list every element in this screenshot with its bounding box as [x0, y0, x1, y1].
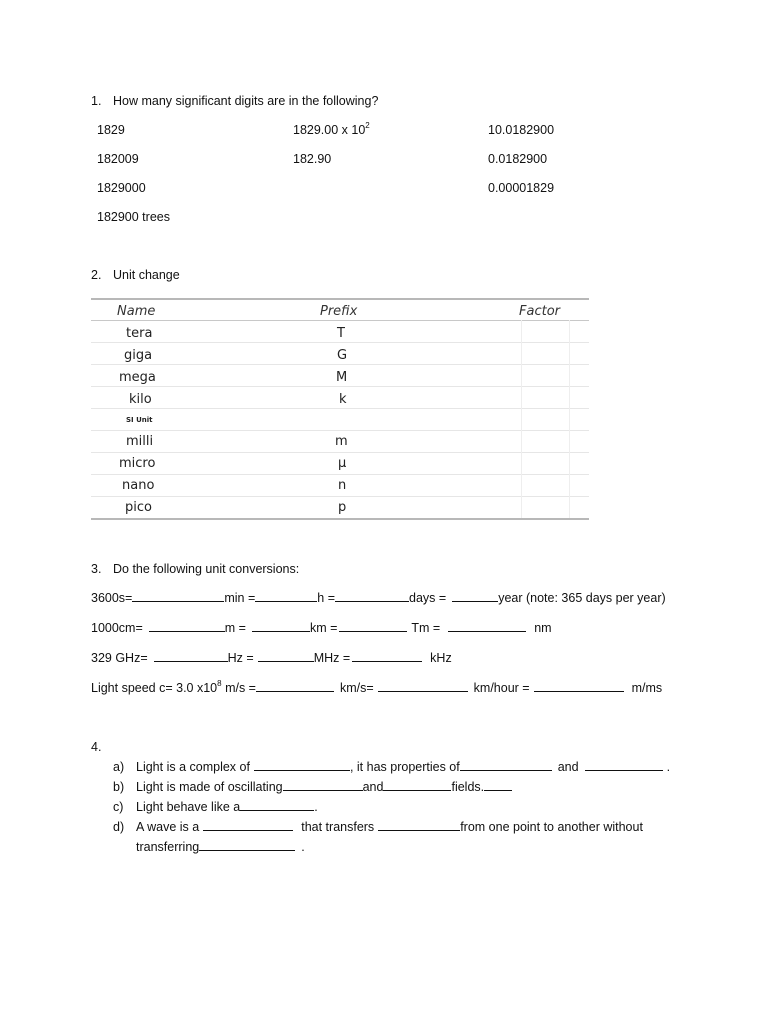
number-item: 1829000: [97, 181, 146, 195]
answer-blank[interactable]: [460, 769, 552, 771]
question-number: 2.: [91, 268, 102, 282]
column-header-name: Name: [117, 304, 156, 319]
answer-blank[interactable]: [255, 600, 317, 602]
conversion-line-1: 3600s= min = h = days = year (note: 365 days per year): [91, 591, 666, 605]
answer-blank[interactable]: [132, 600, 224, 602]
table-header-rule: [91, 320, 589, 321]
list-letter: a): [113, 760, 125, 774]
number-item: 1829.00 x $10^2$: [293, 120, 370, 137]
prefix-name: pico: [125, 500, 152, 515]
number-item: 182009: [97, 152, 139, 166]
answer-blank[interactable]: [252, 630, 310, 632]
answer-blank[interactable]: [258, 660, 314, 662]
unit-prefix-table: [91, 298, 589, 521]
prefix-symbol: G: [337, 348, 348, 363]
prefix-symbol: M: [336, 370, 348, 385]
number-item: 182.90: [293, 152, 332, 166]
answer-blank[interactable]: [352, 660, 422, 662]
column-header-prefix: Prefix: [320, 304, 358, 319]
number-item: 0.00001829: [488, 181, 555, 195]
answer-blank[interactable]: [199, 849, 295, 851]
question-text: How many significant digits are in the following?: [113, 94, 379, 108]
answer-blank[interactable]: [254, 769, 350, 771]
number-item: 182900 trees: [97, 210, 170, 224]
answer-blank[interactable]: [585, 769, 663, 771]
conversion-line-2: 1000cm= m = km = Tm = nm: [91, 621, 552, 635]
prefix-name: tera: [126, 326, 153, 341]
answer-blank[interactable]: [448, 630, 526, 632]
question-text: Unit change: [113, 268, 180, 282]
question-number: 3.: [91, 562, 102, 576]
list-letter: c): [113, 800, 124, 814]
prefix-symbol: T: [337, 326, 345, 341]
list-item-d-continued: transferring .: [136, 840, 305, 854]
question-number: 4.: [91, 740, 102, 754]
answer-blank[interactable]: [154, 660, 228, 662]
prefix-name: kilo: [129, 392, 152, 407]
number-item: 1829: [97, 123, 125, 137]
answer-blank[interactable]: [339, 630, 407, 632]
answer-blank[interactable]: [484, 789, 512, 791]
question-number: 1.: [91, 94, 102, 108]
answer-blank[interactable]: [240, 809, 314, 811]
answer-blank[interactable]: [378, 690, 468, 692]
answer-blank[interactable]: [378, 829, 460, 831]
answer-blank[interactable]: [534, 690, 624, 692]
answer-blank[interactable]: [452, 600, 498, 602]
prefix-symbol: n: [338, 478, 347, 493]
prefix-name: micro: [119, 456, 156, 471]
question-text: Do the following unit conversions:: [113, 562, 300, 576]
answer-blank[interactable]: [335, 600, 409, 602]
number-item: 0.0182900: [488, 152, 548, 166]
prefix-symbol: m: [335, 434, 348, 449]
prefix-name: giga: [124, 348, 153, 363]
prefix-name: milli: [126, 434, 154, 449]
column-header-factor: Factor: [519, 304, 560, 319]
list-item-d: A wave is a that transfers from one point to another without: [136, 820, 643, 834]
list-item-b: Light is made of oscillating and fields.: [136, 780, 512, 794]
table-top-rule: [91, 298, 589, 300]
exponent: 2: [365, 120, 370, 130]
answer-blank[interactable]: [383, 789, 451, 791]
exponent: 8: [217, 678, 222, 688]
list-item-c: Light behave like a .: [136, 800, 318, 814]
si-unit-label: SI Unit: [126, 416, 153, 424]
answer-blank[interactable]: [283, 789, 363, 791]
prefix-symbol: k: [339, 392, 347, 407]
prefix-name: mega: [119, 370, 156, 385]
conversion-line-3: 329 GHz= Hz = MHz = kHz: [91, 651, 452, 665]
answer-blank[interactable]: [203, 829, 293, 831]
answer-blank[interactable]: [149, 630, 225, 632]
list-letter: b): [113, 780, 125, 794]
list-item-a: Light is a complex of , it has properties of and .: [136, 760, 671, 774]
prefix-symbol: p: [338, 500, 347, 515]
answer-blank[interactable]: [256, 690, 334, 692]
prefix-symbol: μ: [338, 456, 347, 471]
table-bottom-rule: [91, 518, 589, 520]
prefix-name: nano: [122, 478, 155, 493]
list-letter: d): [113, 820, 125, 834]
number-item: 10.0182900: [488, 123, 555, 137]
conversion-line-4: Light speed c= 3.0 $x10^8$ m/s = km/s= km/hour = m/ms: [91, 678, 663, 695]
